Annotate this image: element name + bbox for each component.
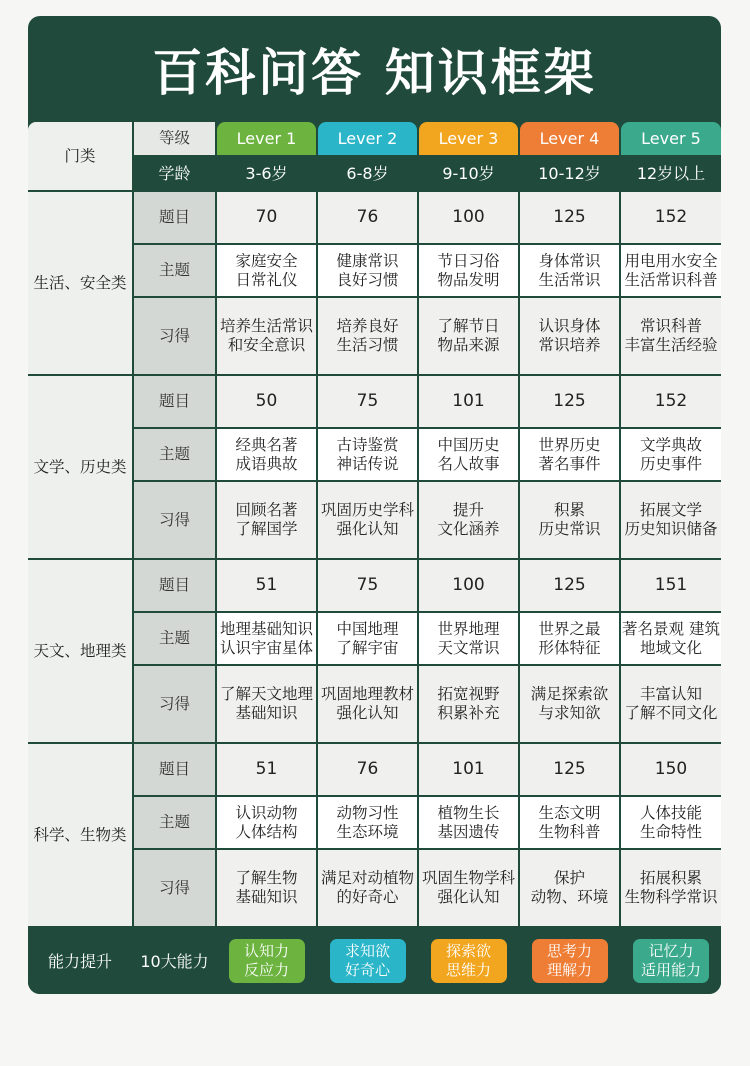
table-cell-gains: 拓展积累 生物科学常识: [621, 850, 721, 926]
table-cell-gains: 保护 动物、环境: [520, 850, 619, 926]
row-label-topics: 主题: [134, 429, 215, 480]
age-header: 学龄: [134, 157, 215, 190]
table-cell-questions: 51: [217, 560, 316, 611]
table-cell-questions: 70: [217, 192, 316, 243]
table-cell-topics: 文学典故 历史事件: [621, 429, 721, 480]
table-cell-gains: 拓宽视野 积累补充: [419, 666, 518, 742]
table-cell-questions: 152: [621, 192, 721, 243]
row-label-questions: 题目: [134, 744, 215, 795]
table-cell-topics: 著名景观 建筑 地域文化: [621, 613, 721, 664]
table-cell-gains: 了解节日 物品来源: [419, 298, 518, 374]
ability-cell: [520, 928, 619, 994]
row-label-gains: 习得: [134, 666, 215, 742]
table-cell-gains: 积累 历史常识: [520, 482, 619, 558]
table-cell-topics: 家庭安全 日常礼仪: [217, 245, 316, 296]
age-range-1: 3-6岁: [217, 157, 316, 190]
table-cell-questions: 76: [318, 744, 417, 795]
table-cell-topics: 世界地理 天文常识: [419, 613, 518, 664]
row-label-questions: 题目: [134, 376, 215, 427]
table-cell-questions: 150: [621, 744, 721, 795]
table-cell-questions: 151: [621, 560, 721, 611]
table-cell-questions: 100: [419, 560, 518, 611]
table-cell-questions: 75: [318, 560, 417, 611]
ability-badge: 记忆力 适用能力: [633, 939, 709, 983]
table-cell-questions: 125: [520, 560, 619, 611]
level-tab-4: Lever 4: [520, 122, 619, 155]
category-name: 生活、安全类: [28, 192, 132, 374]
table-cell-gains: 巩固地理教材 强化认知: [318, 666, 417, 742]
table-cell-gains: 培养生活常识 和安全意识: [217, 298, 316, 374]
table-cell-gains: 巩固生物学科 强化认知: [419, 850, 518, 926]
age-range-2: 6-8岁: [318, 157, 417, 190]
age-range-3: 9-10岁: [419, 157, 518, 190]
table-cell-topics: 认识动物 人体结构: [217, 797, 316, 848]
category-header: 门类: [28, 122, 132, 190]
table-cell-questions: 75: [318, 376, 417, 427]
row-label-gains: 习得: [134, 850, 215, 926]
level-tab-2: Lever 2: [318, 122, 417, 155]
grade-header: 等级: [134, 122, 215, 155]
table-cell-gains: 常识科普 丰富生活经验: [621, 298, 721, 374]
table-cell-gains: 认识身体 常识培养: [520, 298, 619, 374]
table-cell-topics: 中国历史 名人故事: [419, 429, 518, 480]
ability-badge: 思考力 理解力: [532, 939, 608, 983]
table-cell-topics: 身体常识 生活常识: [520, 245, 619, 296]
row-label-gains: 习得: [134, 482, 215, 558]
table-cell-topics: 动物习性 生态环境: [318, 797, 417, 848]
table-cell-questions: 100: [419, 192, 518, 243]
framework-table: [28, 122, 721, 994]
table-cell-gains: 丰富认知 了解不同文化: [621, 666, 721, 742]
table-cell-gains: 回顾名著 了解国学: [217, 482, 316, 558]
table-cell-questions: 125: [520, 192, 619, 243]
table-cell-topics: 世界之最 形体特征: [520, 613, 619, 664]
knowledge-framework-card: [28, 16, 721, 994]
table-cell-topics: 地理基础知识 认识宇宙星体: [217, 613, 316, 664]
ability-cell: [621, 928, 721, 994]
ability-badge: 求知欲 好奇心: [330, 939, 406, 983]
category-name: 文学、历史类: [28, 376, 132, 558]
table-cell-gains: 了解生物 基础知识: [217, 850, 316, 926]
table-cell-topics: 健康常识 良好习惯: [318, 245, 417, 296]
ability-cell: [419, 928, 518, 994]
row-label-topics: 主题: [134, 613, 215, 664]
ability-badge: 探索欲 思维力: [431, 939, 507, 983]
level-tab-3: Lever 3: [419, 122, 518, 155]
table-cell-topics: 世界历史 著名事件: [520, 429, 619, 480]
age-range-5: 12岁以上: [621, 157, 721, 190]
row-label-questions: 题目: [134, 192, 215, 243]
ability-cell: [217, 928, 316, 994]
table-cell-questions: 76: [318, 192, 417, 243]
table-cell-topics: 人体技能 生命特性: [621, 797, 721, 848]
table-cell-questions: 50: [217, 376, 316, 427]
table-cell-topics: 植物生长 基因遗传: [419, 797, 518, 848]
level-tab-1: Lever 1: [217, 122, 316, 155]
row-label-gains: 习得: [134, 298, 215, 374]
row-label-questions: 题目: [134, 560, 215, 611]
table-cell-questions: 101: [419, 744, 518, 795]
table-cell-questions: 125: [520, 744, 619, 795]
table-cell-questions: 125: [520, 376, 619, 427]
table-cell-topics: 经典名著 成语典故: [217, 429, 316, 480]
table-cell-topics: 古诗鉴赏 神话传说: [318, 429, 417, 480]
table-cell-gains: 巩固历史学科 强化认知: [318, 482, 417, 558]
table-cell-gains: 提升 文化涵养: [419, 482, 518, 558]
table-cell-topics: 生态文明 生物科普: [520, 797, 619, 848]
table-cell-gains: 了解天文地理 基础知识: [217, 666, 316, 742]
table-cell-questions: 152: [621, 376, 721, 427]
table-cell-gains: 培养良好 生活习惯: [318, 298, 417, 374]
table-cell-topics: 中国地理 了解宇宙: [318, 613, 417, 664]
table-cell-questions: 101: [419, 376, 518, 427]
ability-count: 10大能力: [134, 928, 215, 994]
table-cell-topics: 用电用水安全 生活常识科普: [621, 245, 721, 296]
level-tab-5: Lever 5: [621, 122, 721, 155]
ability-cell: [318, 928, 417, 994]
category-name: 天文、地理类: [28, 560, 132, 742]
table-cell-gains: 满足对动植物 的好奇心: [318, 850, 417, 926]
table-cell-topics: 节日习俗 物品发明: [419, 245, 518, 296]
table-cell-questions: 51: [217, 744, 316, 795]
age-range-4: 10-12岁: [520, 157, 619, 190]
row-label-topics: 主题: [134, 797, 215, 848]
row-label-topics: 主题: [134, 245, 215, 296]
category-name: 科学、生物类: [28, 744, 132, 926]
table-cell-gains: 满足探索欲 与求知欲: [520, 666, 619, 742]
ability-label: 能力提升: [28, 928, 132, 994]
ability-badge: 认知力 反应力: [229, 939, 305, 983]
page-title: 百科问答 知识框架: [152, 44, 597, 102]
table-cell-gains: 拓展文学 历史知识储备: [621, 482, 721, 558]
